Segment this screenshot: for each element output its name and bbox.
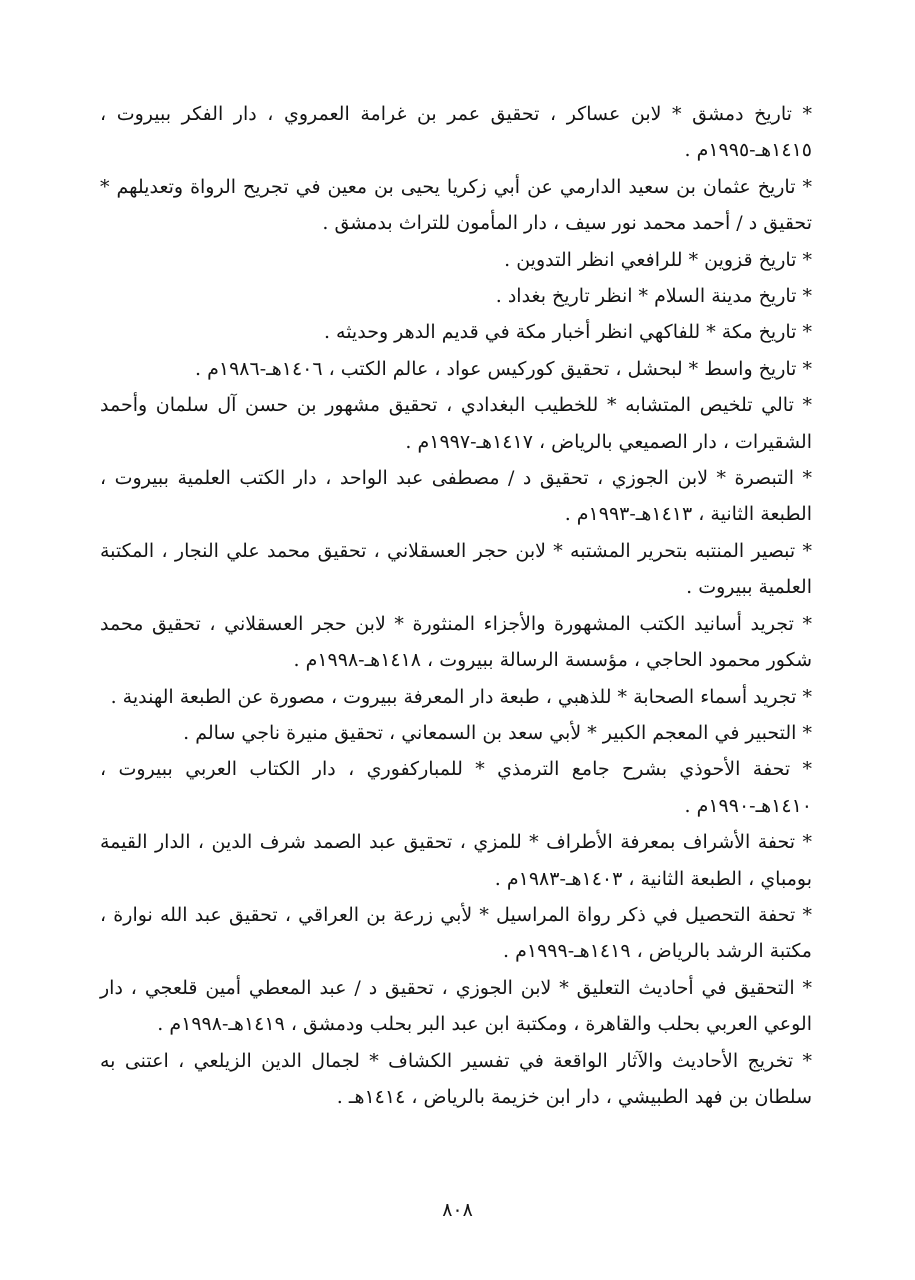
bibliography-entry: * تاريخ عثمان بن سعيد الدارمي عن أبي زكريا يحيى بن معين في تجريح الرواة وتعديلهم * تحقيق د / أحمد محمد نور سيف ، دار المأمون للتراث بدمشق . — [100, 175, 812, 235]
bibliography-entry: * تخريج الأحاديث والآثار الواقعة في تفسير الكشاف * لجمال الدين الزيلعي ، اعتنى به سلطان بن فهد الطبيشي ، دار ابن خزيمة بالرياض ، ١٤١٤هـ . — [100, 1049, 812, 1108]
bibliography-entry: * تحفة الأحوذي بشرح جامع الترمذي * للمباركفوري ، دار الكتاب العربي ببيروت ، ١٤١٠هـ-١٩٩٠م . — [100, 758, 812, 817]
page-number: ٨٠٨ — [442, 1199, 473, 1221]
bibliography-list — [100, 96, 812, 1115]
bibliography-entry: * تاريخ قزوين * للرافعي انظر التدوين . — [504, 248, 812, 271]
bibliography-entry: * تحفة الأشراف بمعرفة الأطراف * للمزي ، تحقيق عبد الصمد شرف الدين ، الدار القيمة بومباي ، الطبعة الثانية ، ١٤٠٣هـ-١٩٨٣م . — [100, 831, 812, 890]
bibliography-entry: * تحفة التحصيل في ذكر رواة المراسيل * لأبي زرعة بن العراقي ، تحقيق عبد الله نوارة ، مكتبة الرشد بالرياض ، ١٤١٩هـ-١٩٩٩م . — [100, 903, 812, 963]
bibliography-entry: * تاريخ دمشق * لابن عساكر ، تحقيق عمر بن غرامة العمروي ، دار الفكر ببيروت ، ١٤١٥هـ-١٩٩٥م . — [100, 103, 812, 162]
bibliography-entry: * التحقيق في أحاديث التعليق * لابن الجوزي ، تحقيق د / عبد المعطي أمين قلعجي ، دار الوعي العربي بحلب والقاهرة ، ومكتبة ابن عبد البر بحلب ودمشق ، ١٤١٩هـ-١٩٩٨م . — [100, 976, 812, 1036]
bibliography-entry: * تجريد أسانيد الكتب المشهورة والأجزاء المنثورة * لابن حجر العسقلاني ، تحقيق محمد شكور محمود الحاجي ، مؤسسة الرسالة ببيروت ، ١٤١٨هـ-١٩٩٨م . — [100, 612, 812, 672]
bibliography-entry: * التبصرة * لابن الجوزي ، تحقيق د / مصطفى عبد الواحد ، دار الكتب العلمية ببيروت ، الطبعة الثانية ، ١٤١٣هـ-١٩٩٣م . — [100, 467, 812, 526]
bibliography-entry: * تاريخ مدينة السلام * انظر تاريخ بغداد . — [495, 285, 812, 308]
bibliography-entry: * تاريخ واسط * لبحشل ، تحقيق كوركيس عواد ، عالم الكتب ، ١٤٠٦هـ-١٩٨٦م . — [195, 357, 812, 380]
bibliography-entry: * تاريخ مكة * للفاكهي انظر أخبار مكة في قديم الدهر وحديثه . — [323, 321, 812, 344]
bibliography-entry: * تالي تلخيص المتشابه * للخطيب البغدادي ، تحقيق مشهور بن حسن آل سلمان وأحمد الشقيرات ، دار الصميعي بالرياض ، ١٤١٧هـ-١٩٩٧م . — [100, 394, 812, 453]
bibliography-entry: * تبصير المنتبه بتحرير المشتبه * لابن حجر العسقلاني ، تحقيق محمد علي النجار ، المكتبة العلمية ببيروت . — [100, 539, 812, 599]
bibliography-entry: * تجريد أسماء الصحابة * للذهبي ، طبعة دار المعرفة ببيروت ، مصورة عن الطبعة الهندية . — [110, 685, 812, 708]
bibliography-entry: * التحبير في المعجم الكبير * لأبي سعد بن السمعاني ، تحقيق منيرة ناجي سالم . — [183, 721, 812, 744]
